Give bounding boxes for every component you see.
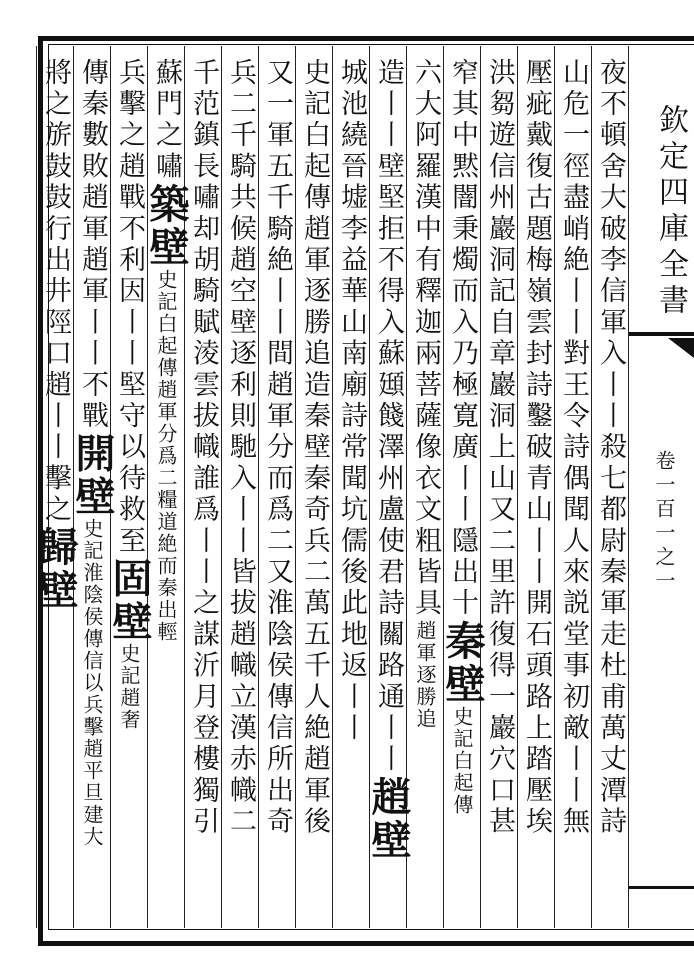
fold-lower-band [628, 886, 694, 889]
column-text: 壓疵戴復古題梅嶺雲封詩鑿破青山丨丨開石頭路上踏壓埃 [521, 58, 552, 838]
fold-volume-label: 卷一百一之一 [652, 450, 676, 594]
column-text: 又一軍五千騎絶丨丨間趙軍分而爲二又淮陰侯傳信所出奇 [262, 58, 293, 838]
heading-term: 固壁 [106, 557, 153, 644]
citation-text: 史記白起傳趙軍分爲二糧道絶而秦出輕 [154, 268, 178, 643]
column-text: 將之旂鼓鼓行出井陘口趙丨丨擊之 [40, 58, 71, 526]
citation-text: 趙軍逐勝追 [413, 619, 437, 730]
column-text: 洪芻遊信州巖洞記自章巖洞上山又二里許復得一巖穴口甚 [484, 58, 515, 838]
heading-term: 秦壁 [439, 619, 486, 706]
citation-text: 史記淮陰侯傳信以兵擊趙平旦建大 [80, 518, 104, 849]
citation-text: 史記白起傳 [450, 705, 474, 816]
heading-term: 開壁 [69, 432, 116, 519]
citation-text: 史記趙奢 [117, 643, 141, 732]
column-text: 造丨丨壁堅拒不得入蘇頲餞澤州盧使君詩關路通丨丨 [373, 58, 404, 776]
column-text: 史記白起傳趙軍逐勝追造秦壁秦奇兵二萬五千人絶趙軍後 [299, 58, 330, 838]
column-text: 夜不頓舍大破李信軍入丨丨殺七都尉秦軍走杜甫萬丈潭詩 [595, 58, 626, 838]
fold-upper-band [628, 332, 694, 336]
column-text: 千范鎮長嘯却胡騎賦淩雲拔幟誰爲丨丨之謀沂月登樓獨引 [188, 58, 219, 838]
column-text: 兵二千騎共候趙空壁逐利則馳入丨丨皆拔趙幟立漢赤幟二 [225, 58, 256, 838]
text-column [32, 58, 78, 612]
heading-term: 趙壁 [365, 775, 412, 862]
column-text: 城池繞晉墟李益華山南廟詩常聞坑儒後此地返丨丨 [336, 58, 367, 745]
column-text: 兵擊之趙戰不利因丨丨堅守以待救至 [114, 58, 145, 558]
column-text: 傳秦數敗趙軍趙軍丨丨不戰 [77, 58, 108, 433]
fish-tail-mark [668, 338, 694, 358]
heading-term: 歸壁 [32, 526, 79, 612]
column-text: 山危一徑盡峭絶丨丨對王令詩偶聞人來説堂事初敵丨丨無 [558, 58, 589, 838]
column-text: 蘇門之嘯 [151, 58, 182, 183]
column-text: 六大阿羅漢中有釋迦兩菩薩像衣文粗皆具 [410, 58, 441, 620]
column-text: 窄其中黙闇秉燭而入乃極寛廣丨丨隱出十 [447, 58, 478, 620]
page-fold-margin [628, 46, 694, 928]
fold-book-title: 欽定四庫全書 [653, 104, 688, 320]
heading-term: 築壁 [143, 182, 190, 269]
